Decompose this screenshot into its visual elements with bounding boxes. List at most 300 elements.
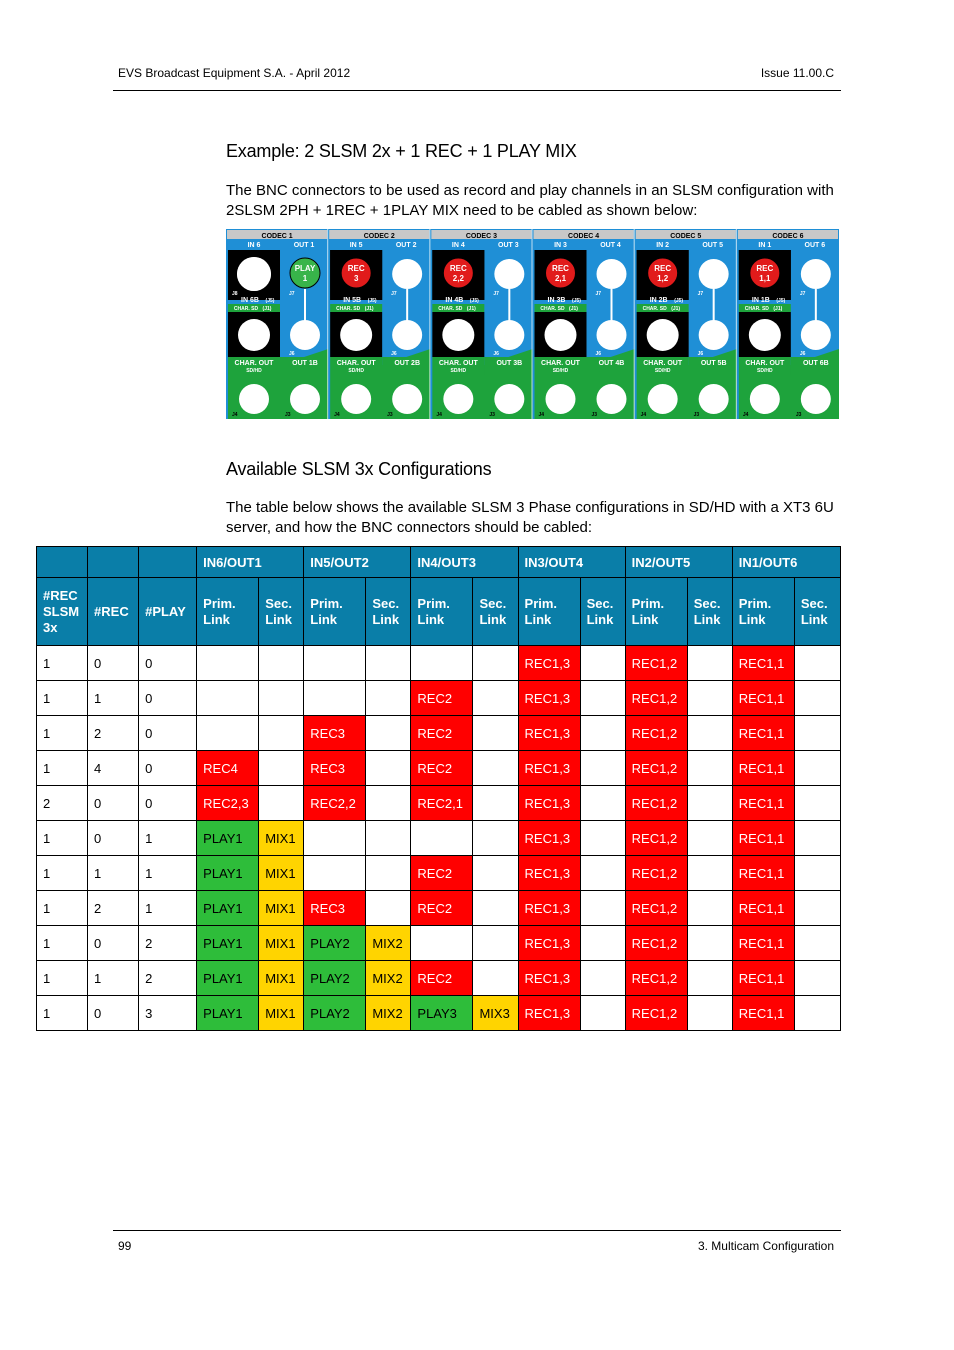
table-cell xyxy=(794,646,840,681)
table-cell xyxy=(580,646,625,681)
link-line xyxy=(611,289,613,325)
table-cell: 0 xyxy=(88,926,139,961)
table-cell: REC1,1 xyxy=(732,681,794,716)
codec-label: CODEC 2 xyxy=(363,233,395,240)
input-label: IN 3 xyxy=(554,242,567,249)
connector-id: (J5) xyxy=(367,298,377,304)
table-cell: 1 xyxy=(37,996,88,1031)
badge-number: 1,1 xyxy=(759,274,771,283)
table-cell: REC1,2 xyxy=(625,996,687,1031)
connector-id: J6 xyxy=(799,351,806,357)
table-cell: PLAY1 xyxy=(197,996,259,1031)
output-b-label: OUT 5B xyxy=(700,360,727,367)
table-cell xyxy=(366,786,411,821)
table-cell: REC1,2 xyxy=(625,646,687,681)
link-line xyxy=(713,289,715,325)
connector-id: J7 xyxy=(493,291,499,297)
table-cell xyxy=(304,681,366,716)
table-cell: REC2 xyxy=(411,856,473,891)
connector-id: J7 xyxy=(391,291,397,297)
badge-number: 3 xyxy=(353,274,359,283)
table-cell xyxy=(473,856,518,891)
play-badge xyxy=(290,258,320,288)
table-cell xyxy=(259,681,304,716)
table-cell xyxy=(473,646,518,681)
footer-rule xyxy=(113,1230,841,1231)
badge-label: REC xyxy=(449,264,467,273)
connector-id: (J5) xyxy=(776,298,786,304)
table-cell: REC1,3 xyxy=(518,716,580,751)
bnc-connector xyxy=(801,259,831,289)
table-cell xyxy=(304,646,366,681)
table-cell: 0 xyxy=(139,786,197,821)
table-cell: REC1,2 xyxy=(625,751,687,786)
sec-link-header: Sec. Link xyxy=(794,578,840,646)
table-cell: PLAY2 xyxy=(304,926,366,961)
table-cell xyxy=(580,821,625,856)
connector-id: J7 xyxy=(799,291,806,297)
bnc-connector xyxy=(290,320,320,350)
badge-number: 2,1 xyxy=(554,274,567,283)
connector-id: J3 xyxy=(387,412,393,418)
chapter-title: 3. Multicam Configuration xyxy=(697,1239,834,1253)
connector-id: J3 xyxy=(795,412,802,418)
link-line xyxy=(304,289,306,325)
table-cell: MIX1 xyxy=(259,961,304,996)
table-cell: 1 xyxy=(37,821,88,856)
table-cell xyxy=(197,716,259,751)
output-label: OUT 6 xyxy=(804,242,826,249)
rec-header: #REC xyxy=(88,578,139,646)
table-cell xyxy=(687,926,732,961)
badge-label: REC xyxy=(552,264,569,273)
blank-header xyxy=(88,547,139,578)
table-cell: PLAY1 xyxy=(197,961,259,996)
table-cell: PLAY2 xyxy=(304,961,366,996)
table-cell xyxy=(687,681,732,716)
badge-label: REC xyxy=(654,264,672,273)
bnc-connector xyxy=(442,319,474,351)
table-cell: 0 xyxy=(139,646,197,681)
input-label: IN 6 xyxy=(247,242,261,249)
output-b-label: OUT 4B xyxy=(598,360,625,367)
table-cell: REC3 xyxy=(304,751,366,786)
badge-number: 1,2 xyxy=(657,274,669,283)
table-cell xyxy=(794,856,840,891)
table-cell xyxy=(580,786,625,821)
table-cell: MIX2 xyxy=(366,996,411,1031)
sec-link-header: Sec. Link xyxy=(473,578,518,646)
table-cell: REC1,3 xyxy=(518,996,580,1031)
bnc-connector xyxy=(801,384,831,414)
table-cell xyxy=(794,821,840,856)
table-cell xyxy=(366,821,411,856)
section1-text: The BNC connectors to be used as record and play channels in an SLSM configuration with 2SLSM 2PH + 1REC + 1PLAY MIX need to be cabled as shown below: xyxy=(226,182,834,219)
table-cell: REC2 xyxy=(411,716,473,751)
table-row xyxy=(37,751,841,786)
bnc-connector xyxy=(750,384,780,414)
table-cell: MIX2 xyxy=(366,926,411,961)
connector-id: J3 xyxy=(285,412,291,418)
table-cell xyxy=(687,716,732,751)
table-cell: MIX1 xyxy=(259,926,304,961)
char-sd-label: CHAR. SD xyxy=(540,306,565,312)
connector-id: J7 xyxy=(289,291,295,297)
table-cell: PLAY1 xyxy=(197,856,259,891)
table-cell xyxy=(794,681,840,716)
table-cell xyxy=(411,821,473,856)
sdhd-label: SD/HD xyxy=(450,368,467,374)
connector-id: J3 xyxy=(693,412,700,418)
table-cell: REC1,2 xyxy=(625,891,687,926)
table-cell: 1 xyxy=(139,821,197,856)
bnc-connector xyxy=(545,319,577,351)
table-cell xyxy=(411,926,473,961)
table-cell: 0 xyxy=(88,786,139,821)
table-cell: 2 xyxy=(139,961,197,996)
bnc-connector xyxy=(341,384,371,414)
table-cell xyxy=(580,681,625,716)
table-cell xyxy=(794,716,840,751)
sdhd-label: SD/HD xyxy=(348,368,364,374)
table-cell xyxy=(473,751,518,786)
group-header: IN1/OUT6 xyxy=(732,547,840,578)
bnc-connector xyxy=(494,384,524,414)
table-cell: PLAY2 xyxy=(304,996,366,1031)
table-cell xyxy=(794,961,840,996)
group-header: IN6/OUT1 xyxy=(197,547,304,578)
connector-id: J4 xyxy=(742,412,749,418)
bnc-connector xyxy=(443,384,473,414)
table-row xyxy=(37,961,841,996)
table-cell xyxy=(473,681,518,716)
table-cell: REC2 xyxy=(411,961,473,996)
bnc-connector xyxy=(699,320,729,350)
table-cell: REC1,1 xyxy=(732,646,794,681)
table-cell: 0 xyxy=(88,996,139,1031)
play-header: #PLAY xyxy=(139,578,197,646)
sec-link-header: Sec. Link xyxy=(687,578,732,646)
connector-id: (J1) xyxy=(364,306,374,312)
table-cell: 2 xyxy=(139,926,197,961)
table-cell: MIX1 xyxy=(259,821,304,856)
input-b-label: IN 5B xyxy=(343,297,362,304)
output-b-label: OUT 6B xyxy=(802,360,829,367)
configurations-table xyxy=(36,546,841,1031)
header-rule xyxy=(113,90,841,91)
table-cell: 1 xyxy=(88,681,139,716)
connector-id: J6 xyxy=(391,351,397,357)
bnc-connector xyxy=(699,259,729,289)
output-label: OUT 4 xyxy=(600,242,621,249)
rec-badge xyxy=(648,258,678,288)
char-sd-label: CHAR. SD xyxy=(642,306,667,312)
table-cell xyxy=(687,996,732,1031)
table-cell xyxy=(473,821,518,856)
bnc-connector xyxy=(340,319,372,351)
bnc-connector xyxy=(597,320,627,350)
connector-id: J6 xyxy=(595,351,602,357)
table-cell xyxy=(259,751,304,786)
bnc-connector xyxy=(648,384,678,414)
table-cell: REC2,1 xyxy=(411,786,473,821)
table-cell xyxy=(366,751,411,786)
connector-id: (J5) xyxy=(572,298,581,304)
output-label: OUT 3 xyxy=(498,242,519,249)
input-label: IN 1 xyxy=(758,242,772,249)
table-row xyxy=(37,856,841,891)
table-cell: 1 xyxy=(37,961,88,996)
table-cell xyxy=(304,821,366,856)
table-cell: REC1,3 xyxy=(518,646,580,681)
table-cell xyxy=(794,891,840,926)
input-b-label: IN 3B xyxy=(547,297,566,304)
table-cell xyxy=(687,646,732,681)
table-cell xyxy=(687,961,732,996)
sec-link-header: Sec. Link xyxy=(259,578,304,646)
table-cell xyxy=(580,926,625,961)
rec-badge xyxy=(443,258,473,288)
blank-header xyxy=(139,547,197,578)
section2-title: Available SLSM 3x Configurations xyxy=(226,459,492,479)
bnc-connector-diagram xyxy=(226,229,839,419)
table-cell xyxy=(794,926,840,961)
table-cell xyxy=(259,716,304,751)
input-label: IN 4 xyxy=(451,242,465,249)
char-out-label: CHAR. OUT xyxy=(745,360,785,367)
group-header: IN4/OUT3 xyxy=(411,547,518,578)
connector-id: (J1) xyxy=(262,306,272,312)
codec-label: CODEC 1 xyxy=(261,233,293,240)
table-cell xyxy=(794,751,840,786)
bnc-connector xyxy=(546,384,576,414)
char-sd-label: CHAR. SD xyxy=(438,306,463,312)
table-row xyxy=(37,821,841,856)
table-cell: REC2 xyxy=(411,681,473,716)
table-cell: REC1,2 xyxy=(625,856,687,891)
table-row xyxy=(37,996,841,1031)
table-cell: MIX1 xyxy=(259,856,304,891)
table-cell: REC1,1 xyxy=(732,996,794,1031)
table-cell xyxy=(197,681,259,716)
table-cell xyxy=(473,961,518,996)
table-cell: 0 xyxy=(139,716,197,751)
bnc-connector xyxy=(699,384,729,414)
char-out-label: CHAR. OUT xyxy=(438,360,478,367)
prim-link-header: Prim. Link xyxy=(732,578,794,646)
connector-id: (J5) xyxy=(674,298,684,304)
bnc-connector xyxy=(801,320,831,350)
sub-header-row xyxy=(37,578,841,646)
codec-label: CODEC 4 xyxy=(568,233,600,240)
link-line xyxy=(815,289,817,325)
table-cell: 1 xyxy=(37,926,88,961)
bnc-connector xyxy=(494,320,524,350)
table-cell xyxy=(687,891,732,926)
table-cell: MIX3 xyxy=(473,996,518,1031)
table-cell: 0 xyxy=(139,751,197,786)
table-cell: REC1,2 xyxy=(625,786,687,821)
connector-id: J4 xyxy=(334,412,340,418)
table-cell xyxy=(580,856,625,891)
bnc-connector xyxy=(494,259,524,289)
table-cell xyxy=(366,681,411,716)
group-header: IN3/OUT4 xyxy=(518,547,625,578)
table-cell xyxy=(366,716,411,751)
connector-id: J3 xyxy=(591,412,598,418)
table-cell: 1 xyxy=(37,646,88,681)
table-cell xyxy=(259,646,304,681)
output-b-label: OUT 2B xyxy=(394,360,421,367)
sec-link-header: Sec. Link xyxy=(366,578,411,646)
link-line xyxy=(406,289,408,325)
table-cell xyxy=(197,646,259,681)
badge-number: 1 xyxy=(302,274,308,283)
bnc-connector xyxy=(647,319,679,351)
table-cell xyxy=(473,891,518,926)
table-cell: 1 xyxy=(88,961,139,996)
input-b-label: IN 4B xyxy=(445,297,464,304)
badge-label: REC xyxy=(756,264,774,273)
table-cell: PLAY1 xyxy=(197,821,259,856)
table-cell xyxy=(580,996,625,1031)
bnc-connector xyxy=(237,257,271,291)
bnc-connector xyxy=(392,259,422,289)
char-out-label: CHAR. OUT xyxy=(234,360,274,367)
badge-number: 2,2 xyxy=(452,274,464,283)
char-out-label: CHAR. OUT xyxy=(541,360,580,367)
connector-id: J6 xyxy=(697,351,704,357)
bnc-connector xyxy=(392,320,422,350)
table-cell: REC1,1 xyxy=(732,961,794,996)
output-label: OUT 1 xyxy=(293,242,315,249)
bnc-connector xyxy=(597,259,627,289)
table-cell: MIX1 xyxy=(259,996,304,1031)
output-b-label: OUT 1B xyxy=(292,360,318,367)
sdhd-label: SD/HD xyxy=(654,368,671,374)
connector-id: (J5) xyxy=(469,298,479,304)
table-cell xyxy=(366,856,411,891)
table-cell: 1 xyxy=(37,856,88,891)
table-cell: 1 xyxy=(37,716,88,751)
sec-link-header: Sec. Link xyxy=(580,578,625,646)
connector-id: J4 xyxy=(436,412,442,418)
connector-id: (J1) xyxy=(569,306,578,312)
table-cell: REC1,1 xyxy=(732,751,794,786)
table-cell: PLAY3 xyxy=(411,996,473,1031)
connector-id: (J1) xyxy=(671,306,681,312)
connector-id: J6 xyxy=(289,351,295,357)
codec-label: CODEC 5 xyxy=(670,233,702,240)
table-cell: REC1,2 xyxy=(625,681,687,716)
table-cell xyxy=(473,926,518,961)
table-cell: REC1,2 xyxy=(625,716,687,751)
table-cell: REC3 xyxy=(304,891,366,926)
table-cell: 2 xyxy=(37,786,88,821)
table-cell: REC1,2 xyxy=(625,961,687,996)
table-cell: REC1,3 xyxy=(518,856,580,891)
table-cell: 2 xyxy=(88,716,139,751)
table-cell: PLAY1 xyxy=(197,926,259,961)
table-cell xyxy=(794,996,840,1031)
table-cell: 0 xyxy=(88,821,139,856)
char-sd-label: CHAR. SD xyxy=(744,306,769,312)
badge-label: REC xyxy=(347,264,365,273)
table-cell: REC1,3 xyxy=(518,926,580,961)
output-b-label: OUT 3B xyxy=(496,360,523,367)
configurations-table-body xyxy=(37,646,841,1031)
badge-label: PLAY xyxy=(294,264,316,273)
bnc-connector xyxy=(392,384,422,414)
prim-link-header: Prim. Link xyxy=(518,578,580,646)
table-cell xyxy=(687,856,732,891)
connector-id: J4 xyxy=(232,412,238,418)
table-cell: REC1,3 xyxy=(518,961,580,996)
table-cell xyxy=(687,751,732,786)
table-cell: REC1,2 xyxy=(625,821,687,856)
table-cell xyxy=(580,891,625,926)
prim-link-header: Prim. Link xyxy=(411,578,473,646)
table-cell xyxy=(687,821,732,856)
connector-id: J4 xyxy=(538,412,545,418)
table-cell: REC3 xyxy=(304,716,366,751)
table-row xyxy=(37,681,841,716)
rec-slsm-header: #REC SLSM 3x xyxy=(37,578,88,646)
table-cell xyxy=(580,751,625,786)
table-cell xyxy=(366,646,411,681)
table-cell xyxy=(580,961,625,996)
table-cell: MIX2 xyxy=(366,961,411,996)
connector-id: J7 xyxy=(595,291,602,297)
table-cell xyxy=(473,786,518,821)
link-line xyxy=(508,289,510,325)
connector-id: J6 xyxy=(493,351,499,357)
table-cell: 1 xyxy=(37,751,88,786)
table-cell: 1 xyxy=(139,891,197,926)
table-cell: REC1,3 xyxy=(518,681,580,716)
table-cell xyxy=(304,856,366,891)
table-cell: 4 xyxy=(88,751,139,786)
table-cell: 0 xyxy=(88,646,139,681)
table-cell: 0 xyxy=(139,681,197,716)
char-out-label: CHAR. OUT xyxy=(643,360,683,367)
table-cell: REC2,3 xyxy=(197,786,259,821)
sdhd-label: SD/HD xyxy=(552,368,569,374)
prim-link-header: Prim. Link xyxy=(197,578,259,646)
table-cell: REC1,2 xyxy=(625,926,687,961)
section2-text: The table below shows the available SLSM 3 Phase configurations in SD/HD with a XT3 6U server, and how the BNC connectors should be cabled: xyxy=(226,499,834,536)
header-left: EVS Broadcast Equipment S.A. - April 2012 xyxy=(118,66,351,80)
table-cell: REC1,1 xyxy=(732,821,794,856)
connector-id: J4 xyxy=(640,412,647,418)
blank-header xyxy=(37,547,88,578)
input-b-label: IN 1B xyxy=(751,297,770,304)
table-cell: 3 xyxy=(139,996,197,1031)
table-cell xyxy=(687,786,732,821)
table-row xyxy=(37,716,841,751)
bnc-connector xyxy=(749,319,781,351)
table-cell: REC4 xyxy=(197,751,259,786)
table-cell: REC1,1 xyxy=(732,716,794,751)
sdhd-label: SD/HD xyxy=(757,368,773,374)
group-header-row xyxy=(37,547,841,578)
bnc-connector xyxy=(238,319,270,351)
codec-label: CODEC 6 xyxy=(772,233,804,240)
output-label: OUT 2 xyxy=(395,242,417,249)
header-right: Issue 11.00.C xyxy=(760,66,834,80)
group-header: IN5/OUT2 xyxy=(304,547,411,578)
table-cell: REC1,3 xyxy=(518,751,580,786)
